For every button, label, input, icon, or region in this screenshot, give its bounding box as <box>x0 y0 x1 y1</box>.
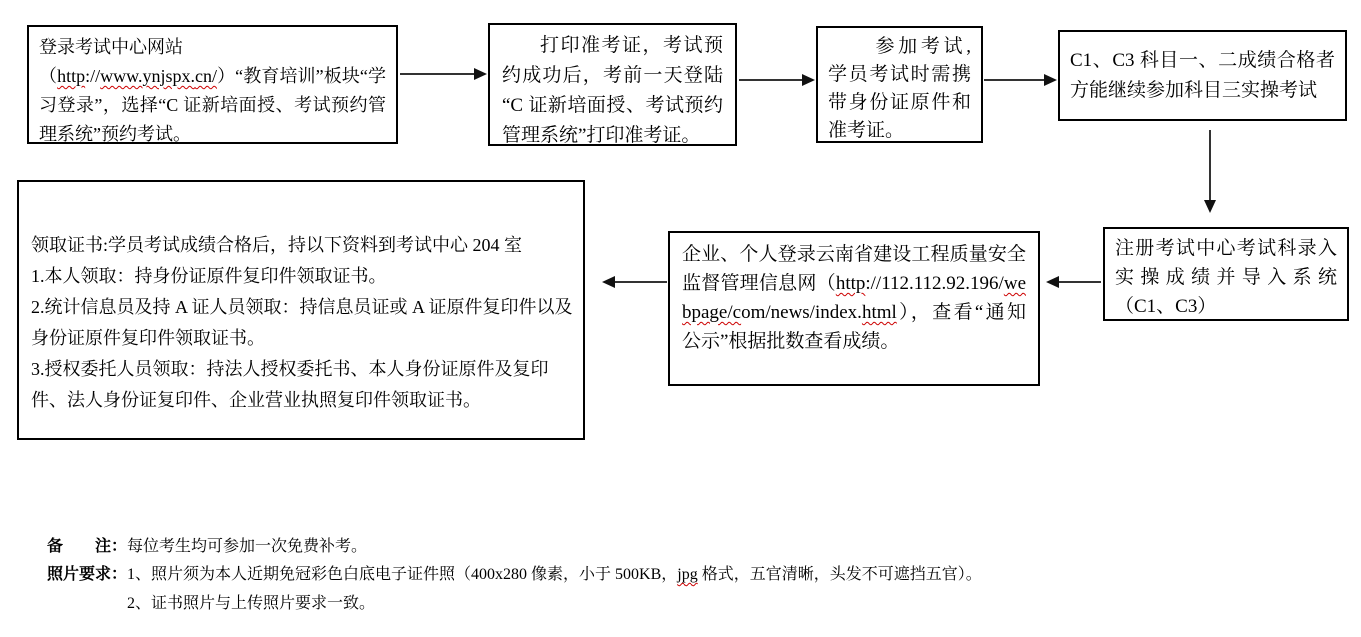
step-login-title: 登录考试中心网站 <box>39 37 183 57</box>
step-check-scores-box <box>668 231 1040 386</box>
arrow-check-to-certificate-icon <box>614 281 667 283</box>
step-check-scores-text: 企业、个人登录云南省建设工程质量安全监督管理信息网（http://112.112.92.196/webpage/com/news/index.html），查看“通知公示”根据批数查看成绩。 <box>682 244 1026 352</box>
note-remark-text: 每位考生均可参加一次免费补考。 <box>127 538 368 555</box>
step-login-box <box>27 25 398 144</box>
certificate-intro-line: 领取证书:学员考试成绩合格后，持以下资料到考试中心 204 室 <box>31 235 522 255</box>
step-print-ticket-text: 打印准考证，考试预约成功后，考前一天登陆“C 证新培面授、考试预约管理系统”打印准考证。 <box>502 35 723 146</box>
arrow-pass-to-register-icon <box>1209 130 1211 200</box>
step-print-ticket-box <box>488 23 737 146</box>
note-remark-row <box>47 536 367 558</box>
note-photo-item1: 1、照片须为本人近期免冠彩色白底电子证件照（400x280 像素，小于 500KB，jpg 格式，五官清晰，头发不可遮挡五官）。 <box>127 566 982 583</box>
step-score-pass-box <box>1058 30 1347 121</box>
step-register-scores-box <box>1103 227 1349 321</box>
note-photo-item2-row <box>127 593 375 615</box>
certificate-item-1: 1.本人领取：持身份证原件复印件领取证书。 <box>31 266 387 286</box>
step-attend-exam-box <box>816 26 983 143</box>
step-attend-exam-text: 参加考试,学员考试时需携带身份证原件和准考证。 <box>828 36 971 141</box>
certificate-item-3: 3.授权委托人员领取：持法人授权委托书、本人身份证原件及复印件、法人身份证复印件、企业营业执照复印件领取证书。 <box>31 359 549 410</box>
note-photo-requirements-row <box>47 564 982 586</box>
arrow-register-to-check-icon <box>1058 281 1101 283</box>
arrow-exam-to-pass-icon <box>984 79 1045 81</box>
step-register-scores-text: 注册考试中心考试科录入实操成绩并导入系统（C1、C3） <box>1115 238 1337 317</box>
arrow-print-to-exam-icon <box>739 79 803 81</box>
certificate-item-2: 2.统计信息员及持 A 证人员领取：持信息员证或 A 证原件复印件以及身份证原件复印件领取证书。 <box>31 297 573 348</box>
note-photo-label: 照片要求： <box>47 566 128 583</box>
arrow-login-to-print-icon <box>400 73 475 75</box>
step-collect-certificate-box <box>17 180 585 440</box>
note-remark-label: 备 注： <box>47 538 128 555</box>
step-login-text: （http://www.ynjspx.cn/）“教育培训”板块“学习登录”，选择“C 证新培面授、考试预约管理系统”预约考试。 <box>39 66 387 144</box>
step-score-pass-text: C1、C3 科目一、二成绩合格者方能继续参加科目三实操考试 <box>1070 50 1335 101</box>
note-photo-item2: 2、证书照片与上传照片要求一致。 <box>127 595 376 612</box>
